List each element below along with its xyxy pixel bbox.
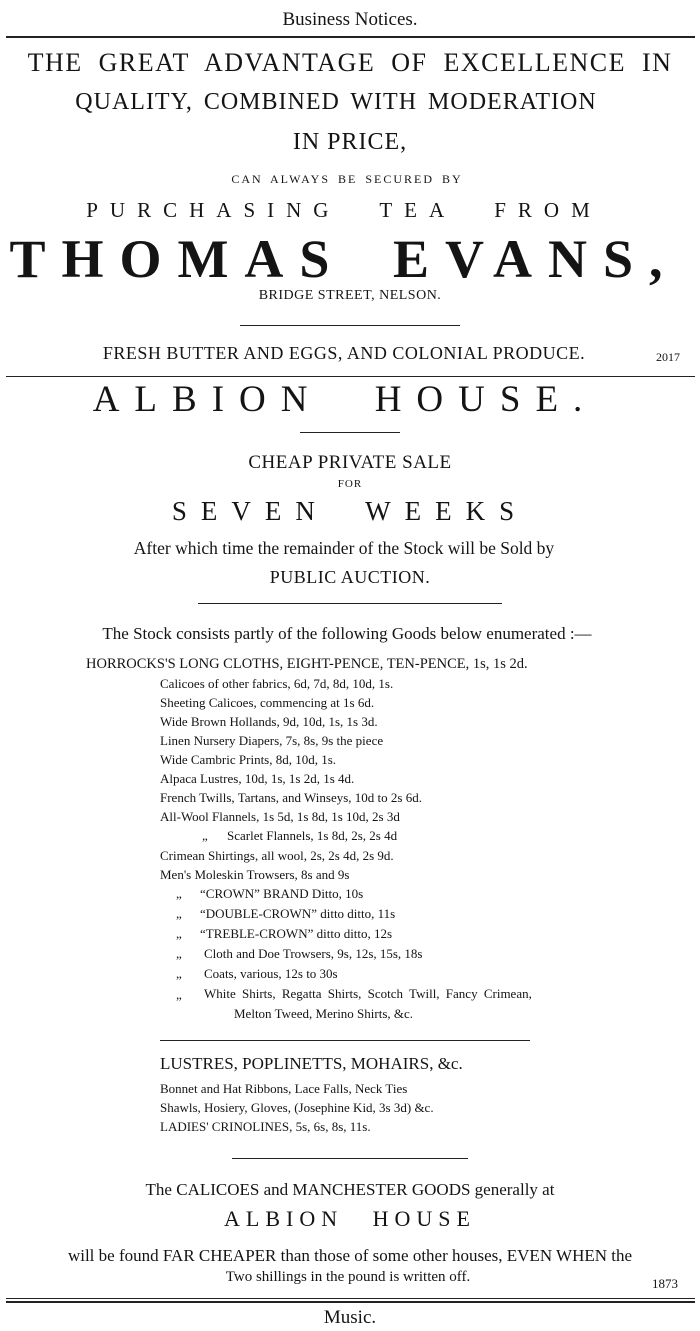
tea-ad-line-3: IN PRICE,: [292, 129, 408, 155]
stock-item: “CROWN” BRAND Ditto, 10s: [200, 886, 364, 901]
albion-cheap-sale: CHEAP PRIVATE SALE: [248, 452, 452, 473]
stock-item: All-Wool Flannels, 1s 5d, 1s 8d, 1s 10d, 2s 3d: [160, 809, 400, 824]
albion-two-shillings: Two shillings in the pound is written off.: [225, 1269, 471, 1285]
albion-calicoes-text: The CALICOES and MANCHESTER GOODS generally at: [145, 1180, 555, 1199]
section-title-business-notices: Business Notices.: [282, 9, 418, 30]
stock-item: Wide Brown Hollands, 9d, 10d, 1s, 1s 3d.: [160, 714, 378, 729]
stock-item: Men's Moleskin Trowsers, 8s and 9s: [160, 867, 350, 882]
stock-item: LUSTRES, POPLINETTS, MOHAIRS, &c.: [160, 1054, 463, 1073]
albion-for: FOR: [337, 478, 363, 490]
stock-item: HORROCKS'S LONG CLOTHS, EIGHT-PENCE, TEN-PENCE, 1s, 1s 2d.: [86, 656, 528, 672]
stock-item: LADIES' CRINOLINES, 5s, 6s, 8s, 11s.: [160, 1119, 371, 1134]
tea-ad-line-5: PURCHASING TEA FROM: [86, 198, 602, 222]
section-title-music: Music.: [323, 1307, 377, 1328]
ditto-mark: „: [176, 886, 182, 901]
albion-divider-3: [160, 1040, 530, 1041]
albion-house-title: ALBION HOUSE.: [92, 379, 598, 420]
albion-ad-number: 1873: [652, 1276, 678, 1291]
stock-item: Scarlet Flannels, 1s 8d, 2s, 2s 4d: [227, 828, 398, 843]
albion-divider-1: [300, 432, 400, 433]
stock-item: Shawls, Hosiery, Gloves, (Josephine Kid, 3s 3d) &c.: [160, 1100, 434, 1115]
albion-cheaper-text: will be found FAR CHEAPER than those of some other houses, EVEN WHEN the: [67, 1246, 633, 1265]
ditto-mark: „: [176, 987, 182, 1002]
stock-item: French Twills, Tartans, and Winseys, 10d to 2s 6d.: [160, 790, 422, 805]
tea-ad-line-1: THE GREAT ADVANTAGE OF EXCELLENCE IN: [27, 48, 673, 77]
albion-after-text: After which time the remainder of the Stock will be Sold by: [133, 538, 555, 558]
ditto-mark: „: [202, 828, 208, 843]
tea-ad-number: 2017: [656, 350, 680, 364]
stock-item: Sheeting Calicoes, commencing at 1s 6d.: [160, 695, 375, 710]
stock-item: Wide Cambric Prints, 8d, 10d, 1s.: [160, 752, 337, 767]
tea-merchant-address: BRIDGE STREET, NELSON.: [258, 288, 442, 303]
albion-stock-intro: The Stock consists partly of the following Goods below enumerated :—: [102, 624, 592, 643]
stock-item: “TREBLE-CROWN” ditto ditto, 12s: [200, 926, 393, 941]
tea-ad-line-4: CAN ALWAYS BE SECURED BY: [231, 172, 463, 186]
ditto-mark: „: [176, 926, 182, 941]
header-rule: [6, 36, 695, 38]
footer-rule-2: [6, 1301, 695, 1303]
albion-divider-4: [232, 1158, 468, 1159]
albion-house-name-2: ALBION HOUSE: [224, 1206, 476, 1231]
albion-public-auction: PUBLIC AUCTION.: [269, 567, 431, 587]
ditto-mark: „: [176, 966, 182, 981]
albion-divider-2: [198, 603, 502, 604]
stock-item: Alpaca Lustres, 10d, 1s, 1s 2d, 1s 4d.: [160, 771, 355, 786]
tea-merchant-name: THOMAS EVANS,: [9, 229, 679, 289]
stock-item: Bonnet and Hat Ribbons, Lace Falls, Neck Ties: [160, 1081, 408, 1096]
tea-ad-divider: [240, 325, 460, 326]
stock-item: Calicoes of other fabrics, 6d, 7d, 8d, 10d, 1s.: [160, 676, 394, 691]
footer-rule-1: [6, 1298, 695, 1299]
tea-ad-line-2: QUALITY, COMBINED WITH MODERATION: [75, 89, 597, 115]
stock-item: White Shirts, Regatta Shirts, Scotch Twill, Fancy Crimean,: [204, 986, 532, 1001]
stock-item: Coats, various, 12s to 30s: [204, 966, 338, 981]
tea-ad-produce: FRESH BUTTER AND EGGS, AND COLONIAL PRODUCE.: [102, 343, 586, 363]
stock-item: Cloth and Doe Trowsers, 9s, 12s, 15s, 18s: [204, 946, 423, 961]
ditto-mark: „: [176, 946, 182, 961]
stock-item: Melton Tweed, Merino Shirts, &c.: [234, 1006, 414, 1021]
ad-separator-rule: [6, 376, 695, 377]
stock-item: Crimean Shirtings, all wool, 2s, 2s 4d, 2s 9d.: [160, 848, 394, 863]
albion-seven-weeks: SEVEN WEEKS: [171, 496, 529, 526]
stock-item: Linen Nursery Diapers, 7s, 8s, 9s the piece: [160, 733, 384, 748]
stock-item: “DOUBLE-CROWN” ditto ditto, 11s: [200, 906, 396, 921]
ditto-mark: „: [176, 906, 182, 921]
